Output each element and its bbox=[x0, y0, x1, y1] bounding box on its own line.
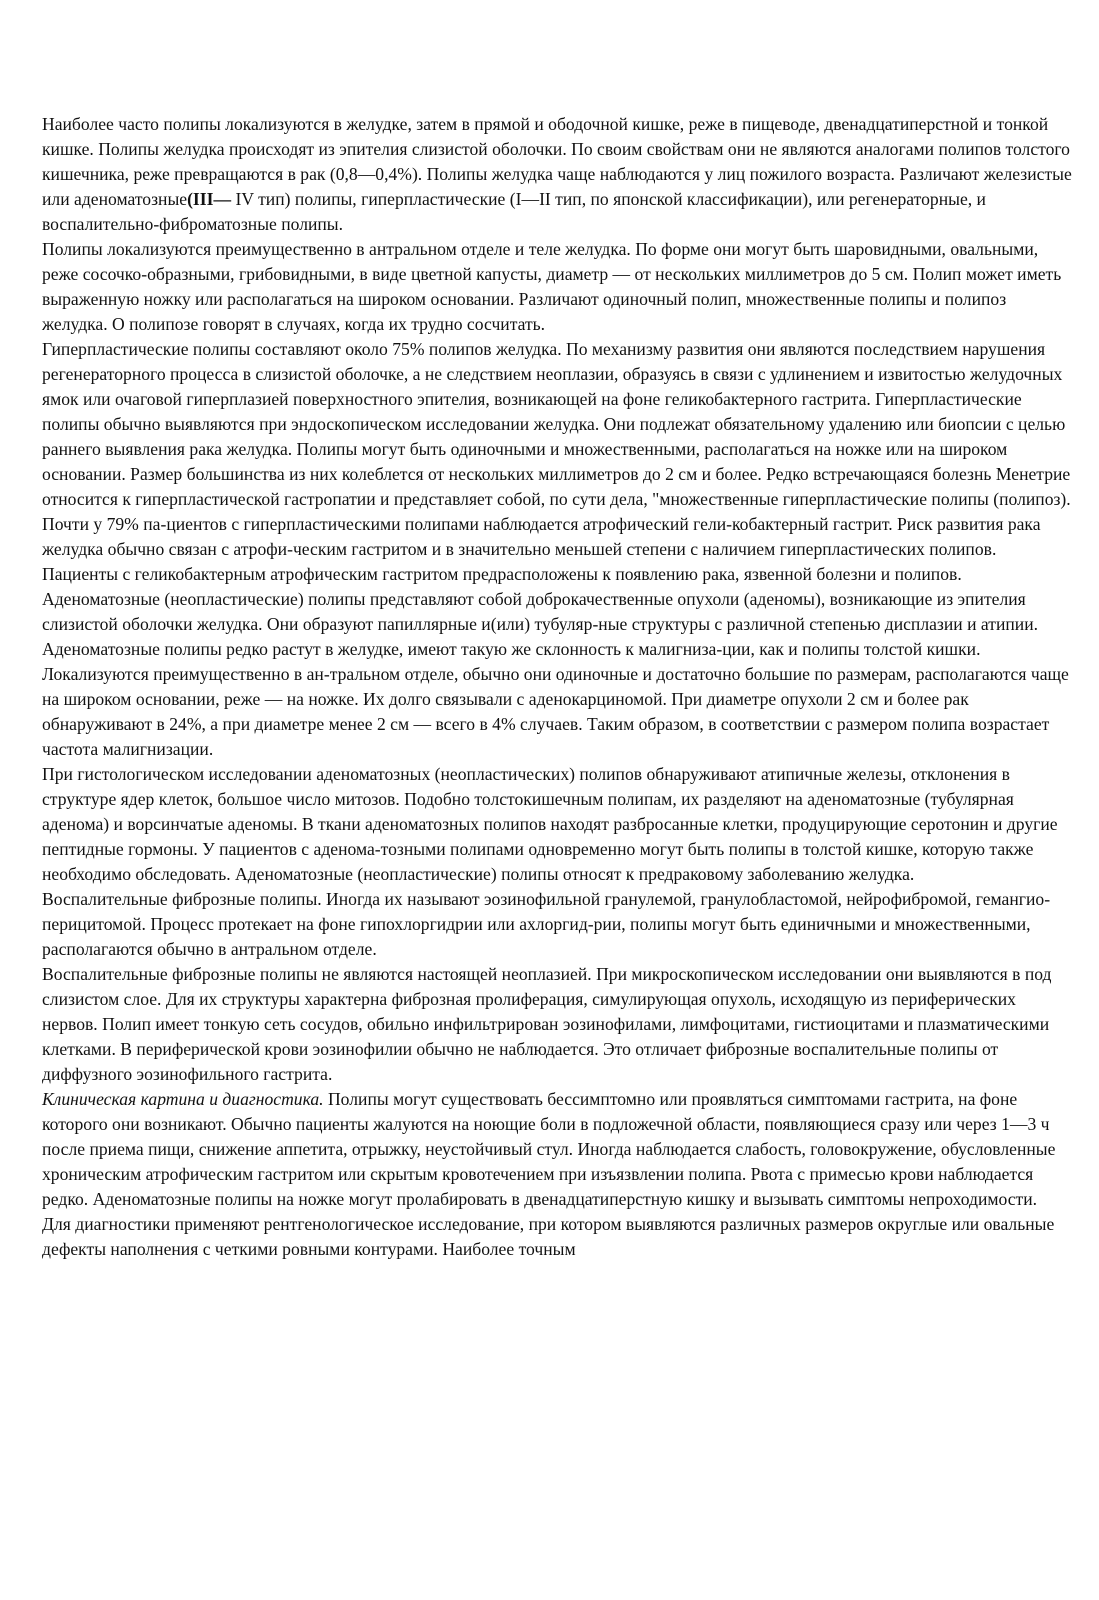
paragraph-clinical-picture bbox=[42, 1087, 1072, 1212]
clinical-text: Полипы могут существовать бессимптомно или проявляться симптомами гастрита, на фоне которого они возникают. Обычно пациенты жалуются на ноющие боли в подложечной области, появляющиеся сразу или через 1—3 ч после приема пищи, снижение аппетита, отрыжку, неустойчивый стул. Иногда наблюдается слабость, головокружение, обусловленные хроническим атрофическим гастритом или скрытым кровотечением при изъязвлении полипа. Рвота с примесью крови наблюдается редко. Аденоматозные полипы на ножке могут пролабировать в двенадцатиперстную кишку и вызывать симптомы непроходимости. bbox=[42, 1089, 1056, 1209]
type-range-bold: (III— bbox=[187, 189, 232, 209]
document-page bbox=[42, 112, 1072, 1262]
paragraph-localization-text-a: Наиболее часто полипы локализуются в желудке, затем в прямой и ободочной кишке, реже в пищеводе, двенадцатиперстной и тонкой кишке. Полипы желудка происходят из эпителия слизистой оболочки. По своим свойствам они не являются аналогами полипов толстого кишечника, реже превращаются в рак (0,8—0,4%). Полипы желудка чаще наблюдаются у лиц пожилого возраста. Различают железистые или аденоматозные bbox=[42, 114, 1072, 209]
paragraph-shape: Полипы локализуются преимущественно в антральном отделе и теле желудка. По форме они могут быть шаровидными, овальными, реже сосочко-образными, грибовидными, в виде цветной капусты, диаметр — от нескольких миллиметров до 5 см. Полип может иметь выраженную ножку или располагаться на широком основании. Различают одиночный полип, множественные полипы и полипоз желудка. О полипозе говорят в случаях, когда их трудно сосчитать. bbox=[42, 239, 1062, 334]
paragraph-histology: При гистологическом исследовании аденоматозных (неопластических) полипов обнаруживают атипичные железы, отклонения в структуре ядер клеток, большое число митозов. Подобно толстокишечным полипам, их разделяют на аденоматозные (тубулярная аденома) и ворсинчатые аденомы. В ткани аденоматозных полипов находят разбросанные клетки, продуцирующие серотонин и другие пептидные гормоны. У пациентов с аденома-тозными полипами одновременно могут быть полипы в толстой кишке, которую также необходимо обследовать. Аденоматозные (неопластические) полипы относят к предраковому заболеванию желудка. bbox=[42, 764, 1058, 884]
paragraph-adenomatous: Аденоматозные (неопластические) полипы представляют собой доброкачественные опухоли (аденомы), возникающие из эпителия слизистой оболочки желудка. Они образуют папиллярные и(или) тубуляр-ные структуры с различной степенью дисплазии и атипии. Аденоматозные полипы редко растут в желудке, имеют такую же склонность к малигниза-ции, как и полипы толстой кишки. Локализуются преимущественно в ан-тральном отделе, обычно они одиночные и достаточно большие по размерам, располагаются чаще на широком основании, реже — на ножке. Их долго связывали с аденокарциномой. При диаметре опухоли 2 см и более рак обнаруживают в 24%, а при диаметре менее 2 см — всего в 4% случаев. Таким образом, в соответствии с размером полипа возрастает частота малигнизации. bbox=[42, 589, 1069, 759]
paragraph-inflammatory-fibrous: Воспалительные фиброзные полипы. Иногда их называют эозинофильной гранулемой, гранулобластомой, нейрофибромой, гемангио-перицитомой. Процесс протекает на фоне гипохлоргидрии или ахлоргид-рии, полипы могут быть единичными и множественными, располагаются обычно в антральном отделе. bbox=[42, 889, 1051, 959]
paragraph-localization bbox=[42, 112, 1072, 237]
paragraph-inflammatory-microscopy: Воспалительные фиброзные полипы не являются настоящей неоплазией. При микроскопическом исследовании они выявляются в под слизистом слое. Для их структуры характерна фиброзная пролиферация, симулирующая опухоль, исходящую из периферических нервов. Полип имеет тонкую сеть сосудов, обильно инфильтрирован эозинофилами, лимфоцитами, гистиоцитами и плазматическими клетками. В периферической крови эозинофилии обычно не наблюдается. Это отличает фиброзные воспалительные полипы от диффузного эозинофильного гастрита. bbox=[42, 964, 1052, 1084]
paragraph-localization-text-b: IV тип) полипы, гиперпластические (I—II тип, по японской классификации), или регенераторные, и воспалительно-фиброматозные полипы. bbox=[42, 189, 986, 234]
clinical-heading-italic: Клиническая картина и диагностика. bbox=[42, 1089, 324, 1109]
paragraph-diagnostics: Для диагностики применяют рентгенологическое исследование, при котором выявляются различных размеров округлые или овальные дефекты наполнения с четкими ровными контурами. Наиболее точным bbox=[42, 1214, 1055, 1259]
paragraph-hyperplastic: Гиперпластические полипы составляют около 75% полипов желудка. По механизму развития они являются последствием нарушения регенераторного процесса в слизистой оболочке, а не следствием неоплазии, образуясь в связи с удлинением и извитостью желудочных ямок или очаговой гиперплазией поверхностного эпителия, возникающей на фоне геликобактерного гастрита. Гиперпластические полипы обычно выявляются при эндоскопическом исследовании желудка. Они подлежат обязательному удалению или биопсии с целью раннего выявления рака желудка. Полипы могут быть одиночными и множественными, располагаться на ножке или на широком основании. Размер большинства из них колеблется от нескольких миллиметров до 2 см и более. Редко встречающаяся болезнь Менетрие относится к гиперпластической гастропатии и представляет собой, по сути дела, "множественные гиперпластические полипы (полипоз). Почти у 79% па-циентов с гиперпластическими полипами наблюдается атрофический гели-кобактерный гастрит. Риск развития рака желудка обычно связан с атрофи-ческим гастритом и в значительно меньшей степени с наличием гиперпластических полипов. Пациенты с геликобактерным атрофическим гастритом предрасположены к появлению рака, язвенной болезни и полипов. bbox=[42, 339, 1071, 584]
